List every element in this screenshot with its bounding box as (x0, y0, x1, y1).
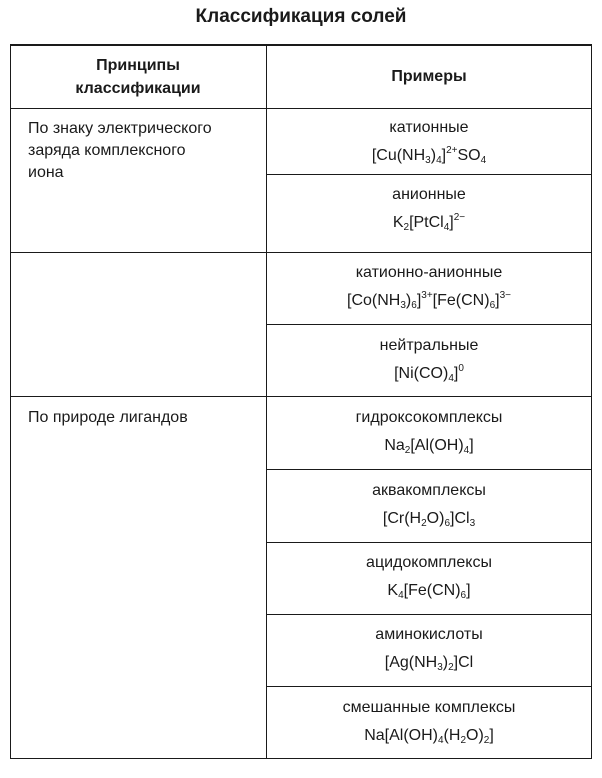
example-label: анионные (392, 186, 466, 203)
row-divider (266, 324, 592, 325)
example-label: ацидокомплексы (366, 554, 492, 571)
example-label: катионные (389, 119, 469, 136)
example-formula: $K_2[PtCl_4]^{2-}$ (392, 212, 466, 233)
example-label: гидроксокомплексы (355, 409, 503, 426)
row-divider (266, 686, 592, 687)
example-label: нейтральные (379, 337, 479, 354)
table-top-border (10, 44, 592, 46)
example-formula: $[Cu(NH_3)_4]^{2+}SO_4$ (371, 145, 487, 166)
header-bottom-border (10, 108, 592, 109)
principle-charge-line: иона (28, 164, 64, 181)
section-divider (10, 396, 592, 397)
classification-table (10, 44, 592, 760)
example-formula: $Na[Al(OH)_4(H_2O)_2]$ (364, 727, 494, 746)
example-cell (266, 181, 592, 237)
example-cell (266, 621, 592, 677)
example-formula: $[Cr(H_2O)_6]Cl_3$ (382, 510, 476, 529)
example-label: смешанные комплексы (342, 699, 516, 716)
header-examples: Примеры (391, 68, 467, 85)
principle-charge-line: По знаку электрического (28, 120, 212, 137)
header-principles (10, 54, 266, 100)
row-divider (266, 469, 592, 470)
section-divider (10, 252, 592, 253)
principle-charge (28, 118, 258, 184)
principle-charge-line: заряда комплексного (28, 142, 186, 159)
example-cell (266, 477, 592, 533)
row-divider (266, 174, 592, 175)
example-cell (266, 332, 592, 388)
example-cell (266, 549, 592, 605)
principle-ligands: По природе лигандов (28, 409, 188, 426)
example-cell (266, 114, 592, 170)
example-label: аминокислоты (375, 626, 483, 643)
example-formula: $[Ag(NH_3)_2]Cl$ (384, 654, 474, 673)
example-formula: $[Co(NH_3)_6]^{3+}[Fe(CN)_6]^{3-}$ (347, 290, 511, 311)
row-divider (266, 614, 592, 615)
header-principles-line: Принципы (96, 57, 180, 74)
example-formula: $Na_2[Al(OH)_4]$ (384, 437, 474, 456)
example-label: катионно-анионные (355, 264, 503, 281)
example-cell (266, 694, 592, 750)
table-left-border (10, 44, 11, 759)
page-title: Классификация солей (195, 6, 407, 27)
example-formula: $K_4[Fe(CN)_6]$ (387, 582, 471, 601)
row-divider (266, 542, 592, 543)
table-bottom-border (10, 758, 592, 759)
example-formula: $[Ni(CO)_4]^0$ (394, 363, 464, 384)
example-cell (266, 259, 592, 315)
header-principles-line: классификации (75, 80, 201, 97)
example-cell (266, 404, 592, 460)
example-label: аквакомплексы (372, 482, 486, 499)
